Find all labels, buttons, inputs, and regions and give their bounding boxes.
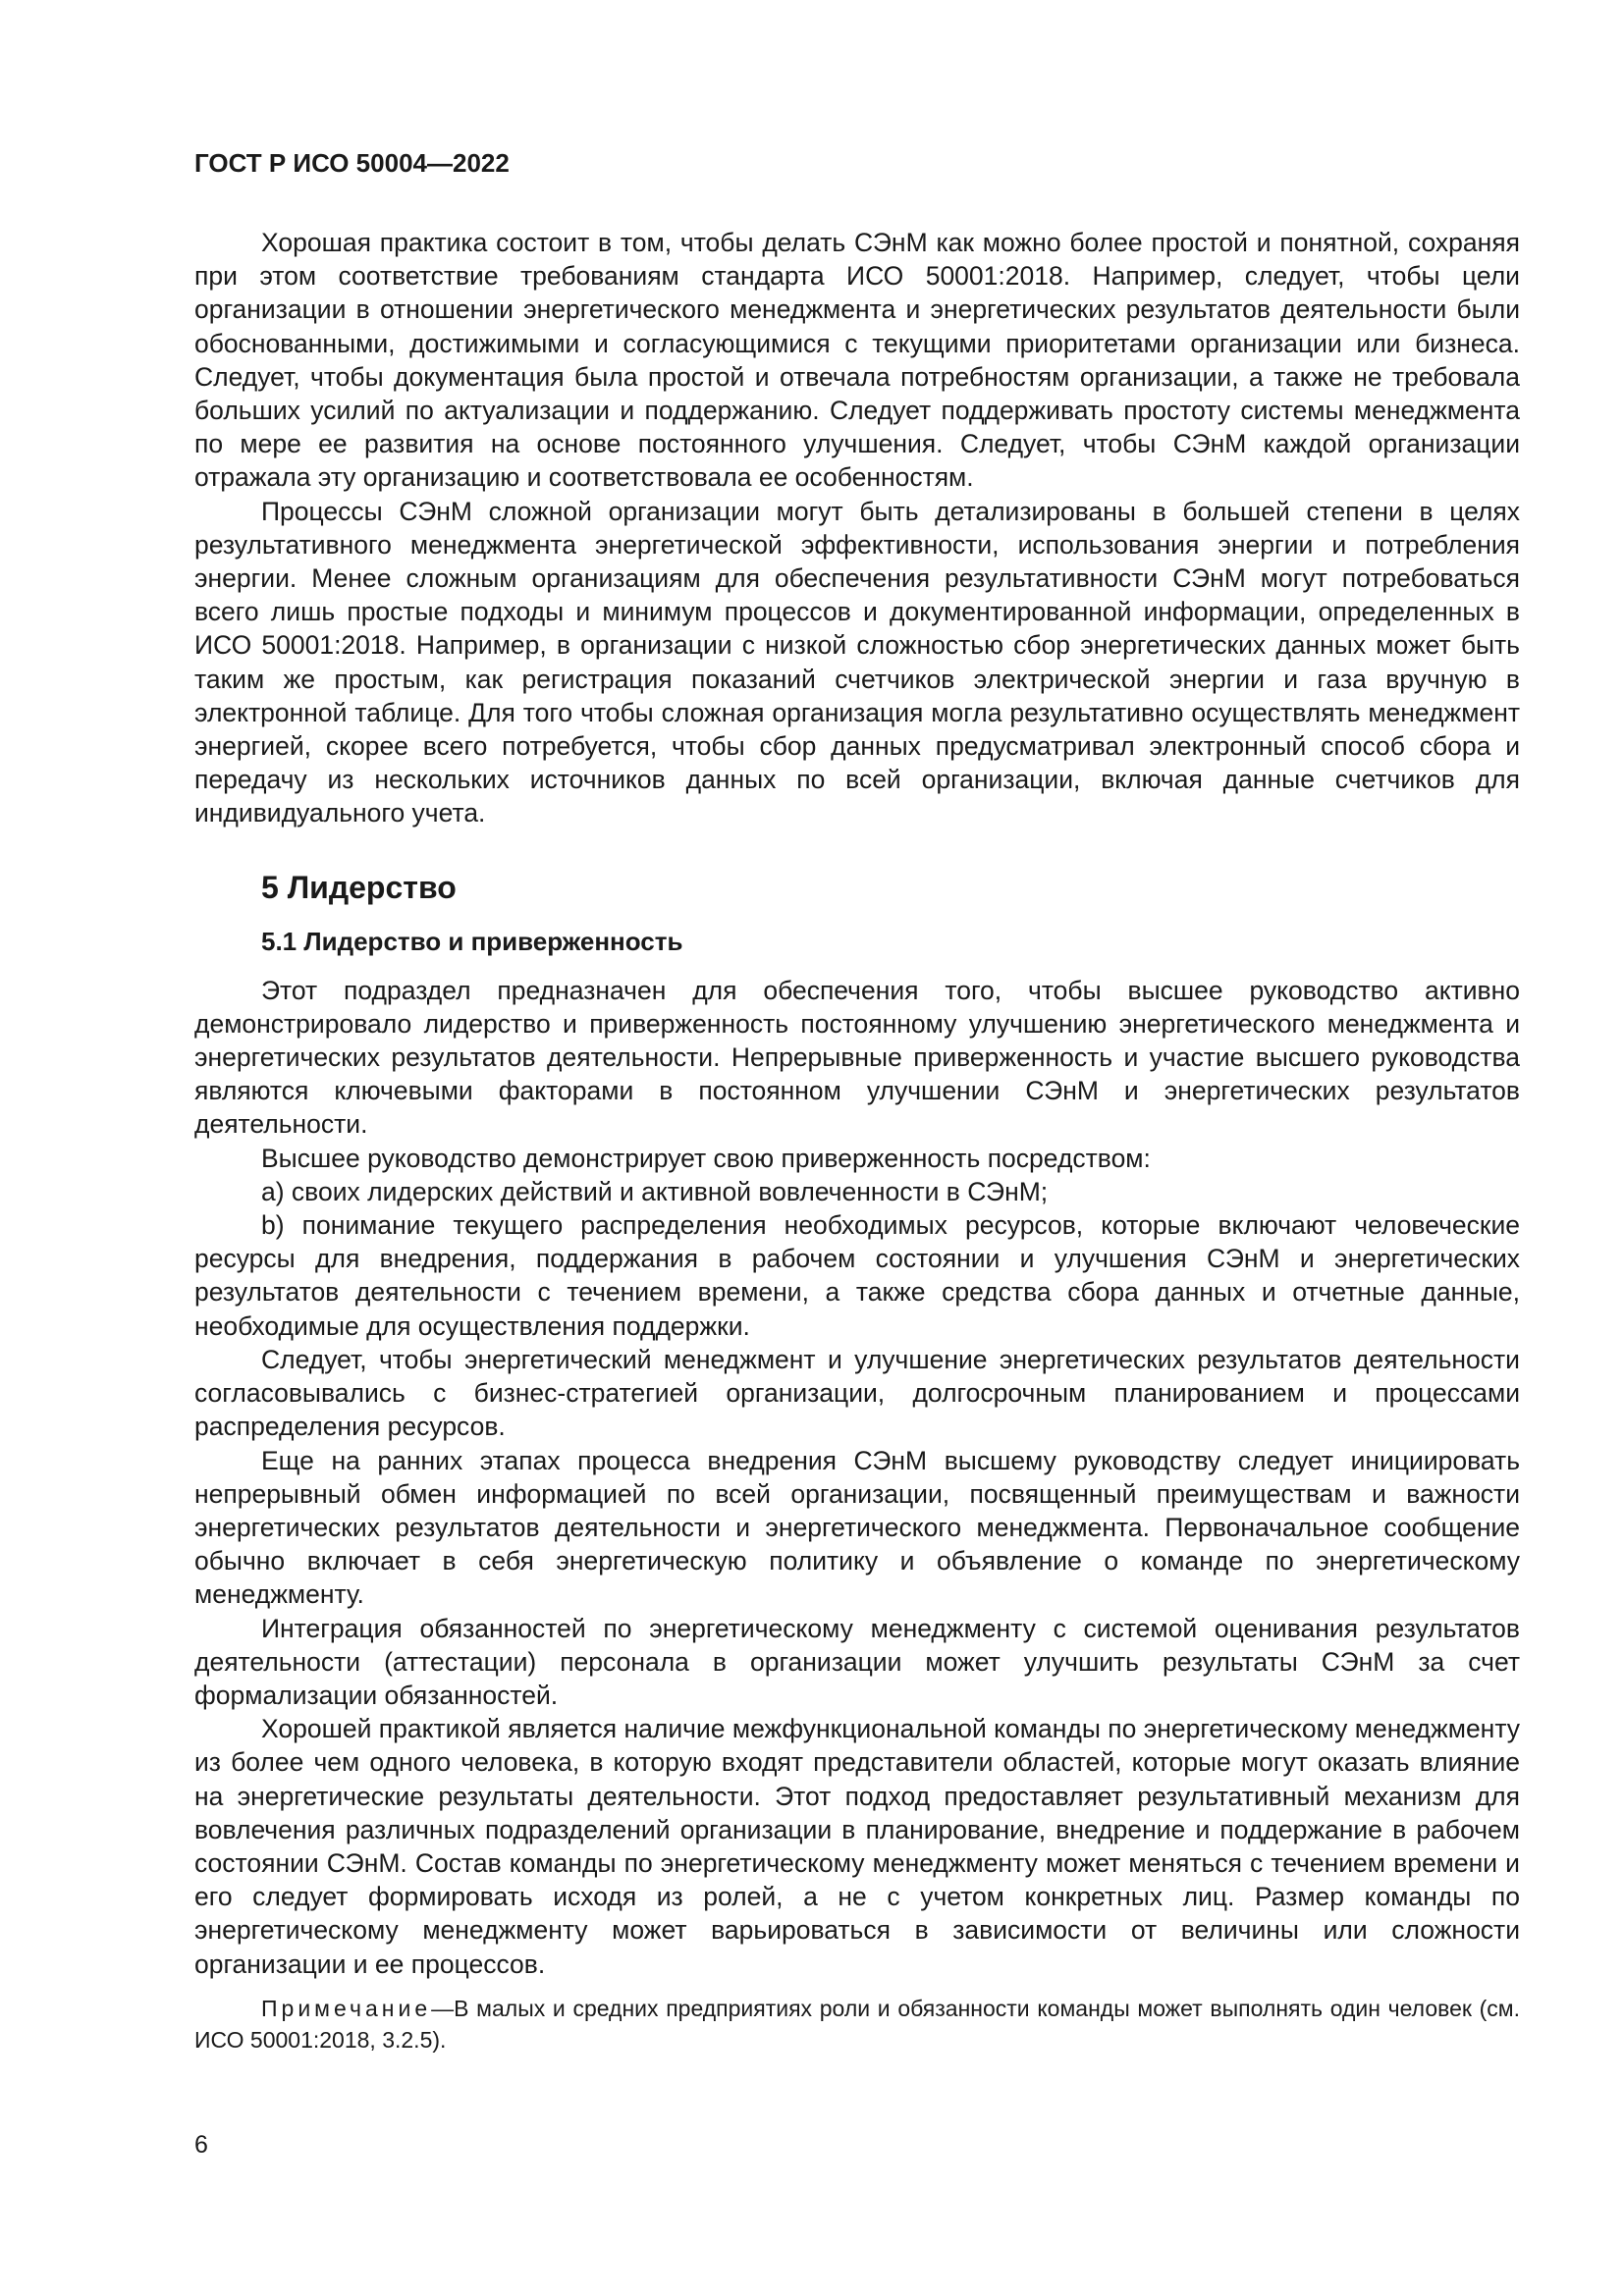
note-separator: — xyxy=(431,1995,455,2021)
note-label: Примечание xyxy=(261,1995,432,2021)
subsection-title: 5.1 Лидерство и приверженность xyxy=(261,926,683,956)
page-number: 6 xyxy=(194,2131,208,2159)
section-paragraph: Хорошей практикой является наличие межфункциональной команды по энергетическому менеджменту из более чем одного человека, в которую входят представители областей, которые могут оказать влияние на энергетические результаты деятельности. Этот подход предоставляет результативный механизм для вовлечения различных подразделений организации в планирование, внедрение и поддержание в рабочем состоянии СЭнМ. Состав команды по энергетическому менеджменту может меняться с течением времени и его следует формировать исходя из ролей, а не с учетом конкретных лиц. Размер команды по энергетическому менеджменту может варьироваться в зависимости от величины или сложности организации и ее процессов. xyxy=(194,1714,1520,1979)
section-paragraph: Следует, чтобы энергетический менеджмент и улучшение энергетических результатов деятельности согласовывались с бизнес-стратегией организации, долгосрочным планированием и процессами распределения ресурсов. xyxy=(194,1344,1520,1442)
section-title: 5 Лидерство xyxy=(261,869,457,905)
section-paragraph: Еще на ранних этапах процесса внедрения СЭнМ высшему руководству следует инициировать непрерывный обмен информацией по всей организации, посвященный преимуществам и важности энергетических результатов деятельности и энергетического менеджмента. Первоначальное сообщение обычно включает в себя энергетическую политику и объявление о команде по энергетическому менеджменту. xyxy=(194,1445,1520,1610)
standard-header: ГОСТ Р ИСО 50004—2022 xyxy=(194,148,510,178)
list-item-b: b) понимание текущего распределения необходимых ресурсов, которые включают человеческие ресурсы для внедрения, поддержания в рабочем состоянии и улучшения СЭнМ и энергетических результатов деятельности с течением времени, а также средства сбора данных и отчетные данные, необходимые для осуществления поддержки. xyxy=(194,1210,1520,1341)
note xyxy=(194,1993,1520,2056)
section-paragraph: Интеграция обязанностей по энергетическому менеджменту с системой оценивания результатов деятельности (аттестации) персонала в организации может улучшить результаты СЭнМ за счет формализации обязанностей. xyxy=(194,1613,1520,1710)
intro-paragraph: Хорошая практика состоит в том, чтобы делать СЭнМ как можно более простой и понятной, сохраняя при этом соответствие требованиям стандарта ИСО 50001:2018. Например, следует, чтобы цели организации в отношении энергетического менеджмента и энергетических результатов деятельности были обоснованными, достижимыми и согласующимися с текущими приоритетами организации или бизнеса. Следует, чтобы документация была простой и отвечала потребностям организации, а также не требовала больших усилий по актуализации и поддержанию. Следует поддерживать простоту системы менеджмента по мере ее развития на основе постоянного улучшения. Следует, чтобы СЭнМ каждой организации отражала эту организацию и соответствовала ее особенностям. xyxy=(194,228,1520,493)
document-page xyxy=(194,147,1520,2056)
intro-paragraph: Процессы СЭнМ сложной организации могут быть детализированы в большей степени в целях результативного менеджмента энергетической эффективности, использования энергии и потребления энергии. Менее сложным организациям для обеспечения результативности СЭнМ могут потребоваться всего лишь простые подходы и минимум процессов и документированной информации, определенных в ИСО 50001:2018. Например, в организации с низкой сложностью сбор энергетических данных может быть таким же простым, как регистрация показаний счетчиков электрической энергии и газа вручную в электронной таблице. Для того чтобы сложная организация могла результативно осуществлять менеджмент энергией, скорее всего потребуется, чтобы сбор данных предусматривал электронный способ сбора и передачу из нескольких источников данных по всей организации, включая данные счетчиков для индивидуального учета. xyxy=(194,496,1520,828)
note-text: В малых и средних предприятиях роли и обязанности команды может выполнять один человек (см. ИСО 50001:2018, 3.2.5). xyxy=(194,1995,1520,2053)
section-paragraph: Этот подраздел предназначен для обеспечения того, чтобы высшее руководство активно демонстрировало лидерство и приверженность постоянному улучшению энергетического менеджмента и энергетических результатов деятельности. Непрерывные приверженность и участие высшего руководства являются ключевыми факторами в постоянном улучшении СЭнМ и энергетических результатов деятельности. xyxy=(194,975,1520,1140)
section-paragraph: Высшее руководство демонстрирует свою приверженность посредством: xyxy=(261,1143,1151,1173)
list-item-a: а) своих лидерских действий и активной вовлеченности в СЭнМ; xyxy=(261,1176,1049,1206)
